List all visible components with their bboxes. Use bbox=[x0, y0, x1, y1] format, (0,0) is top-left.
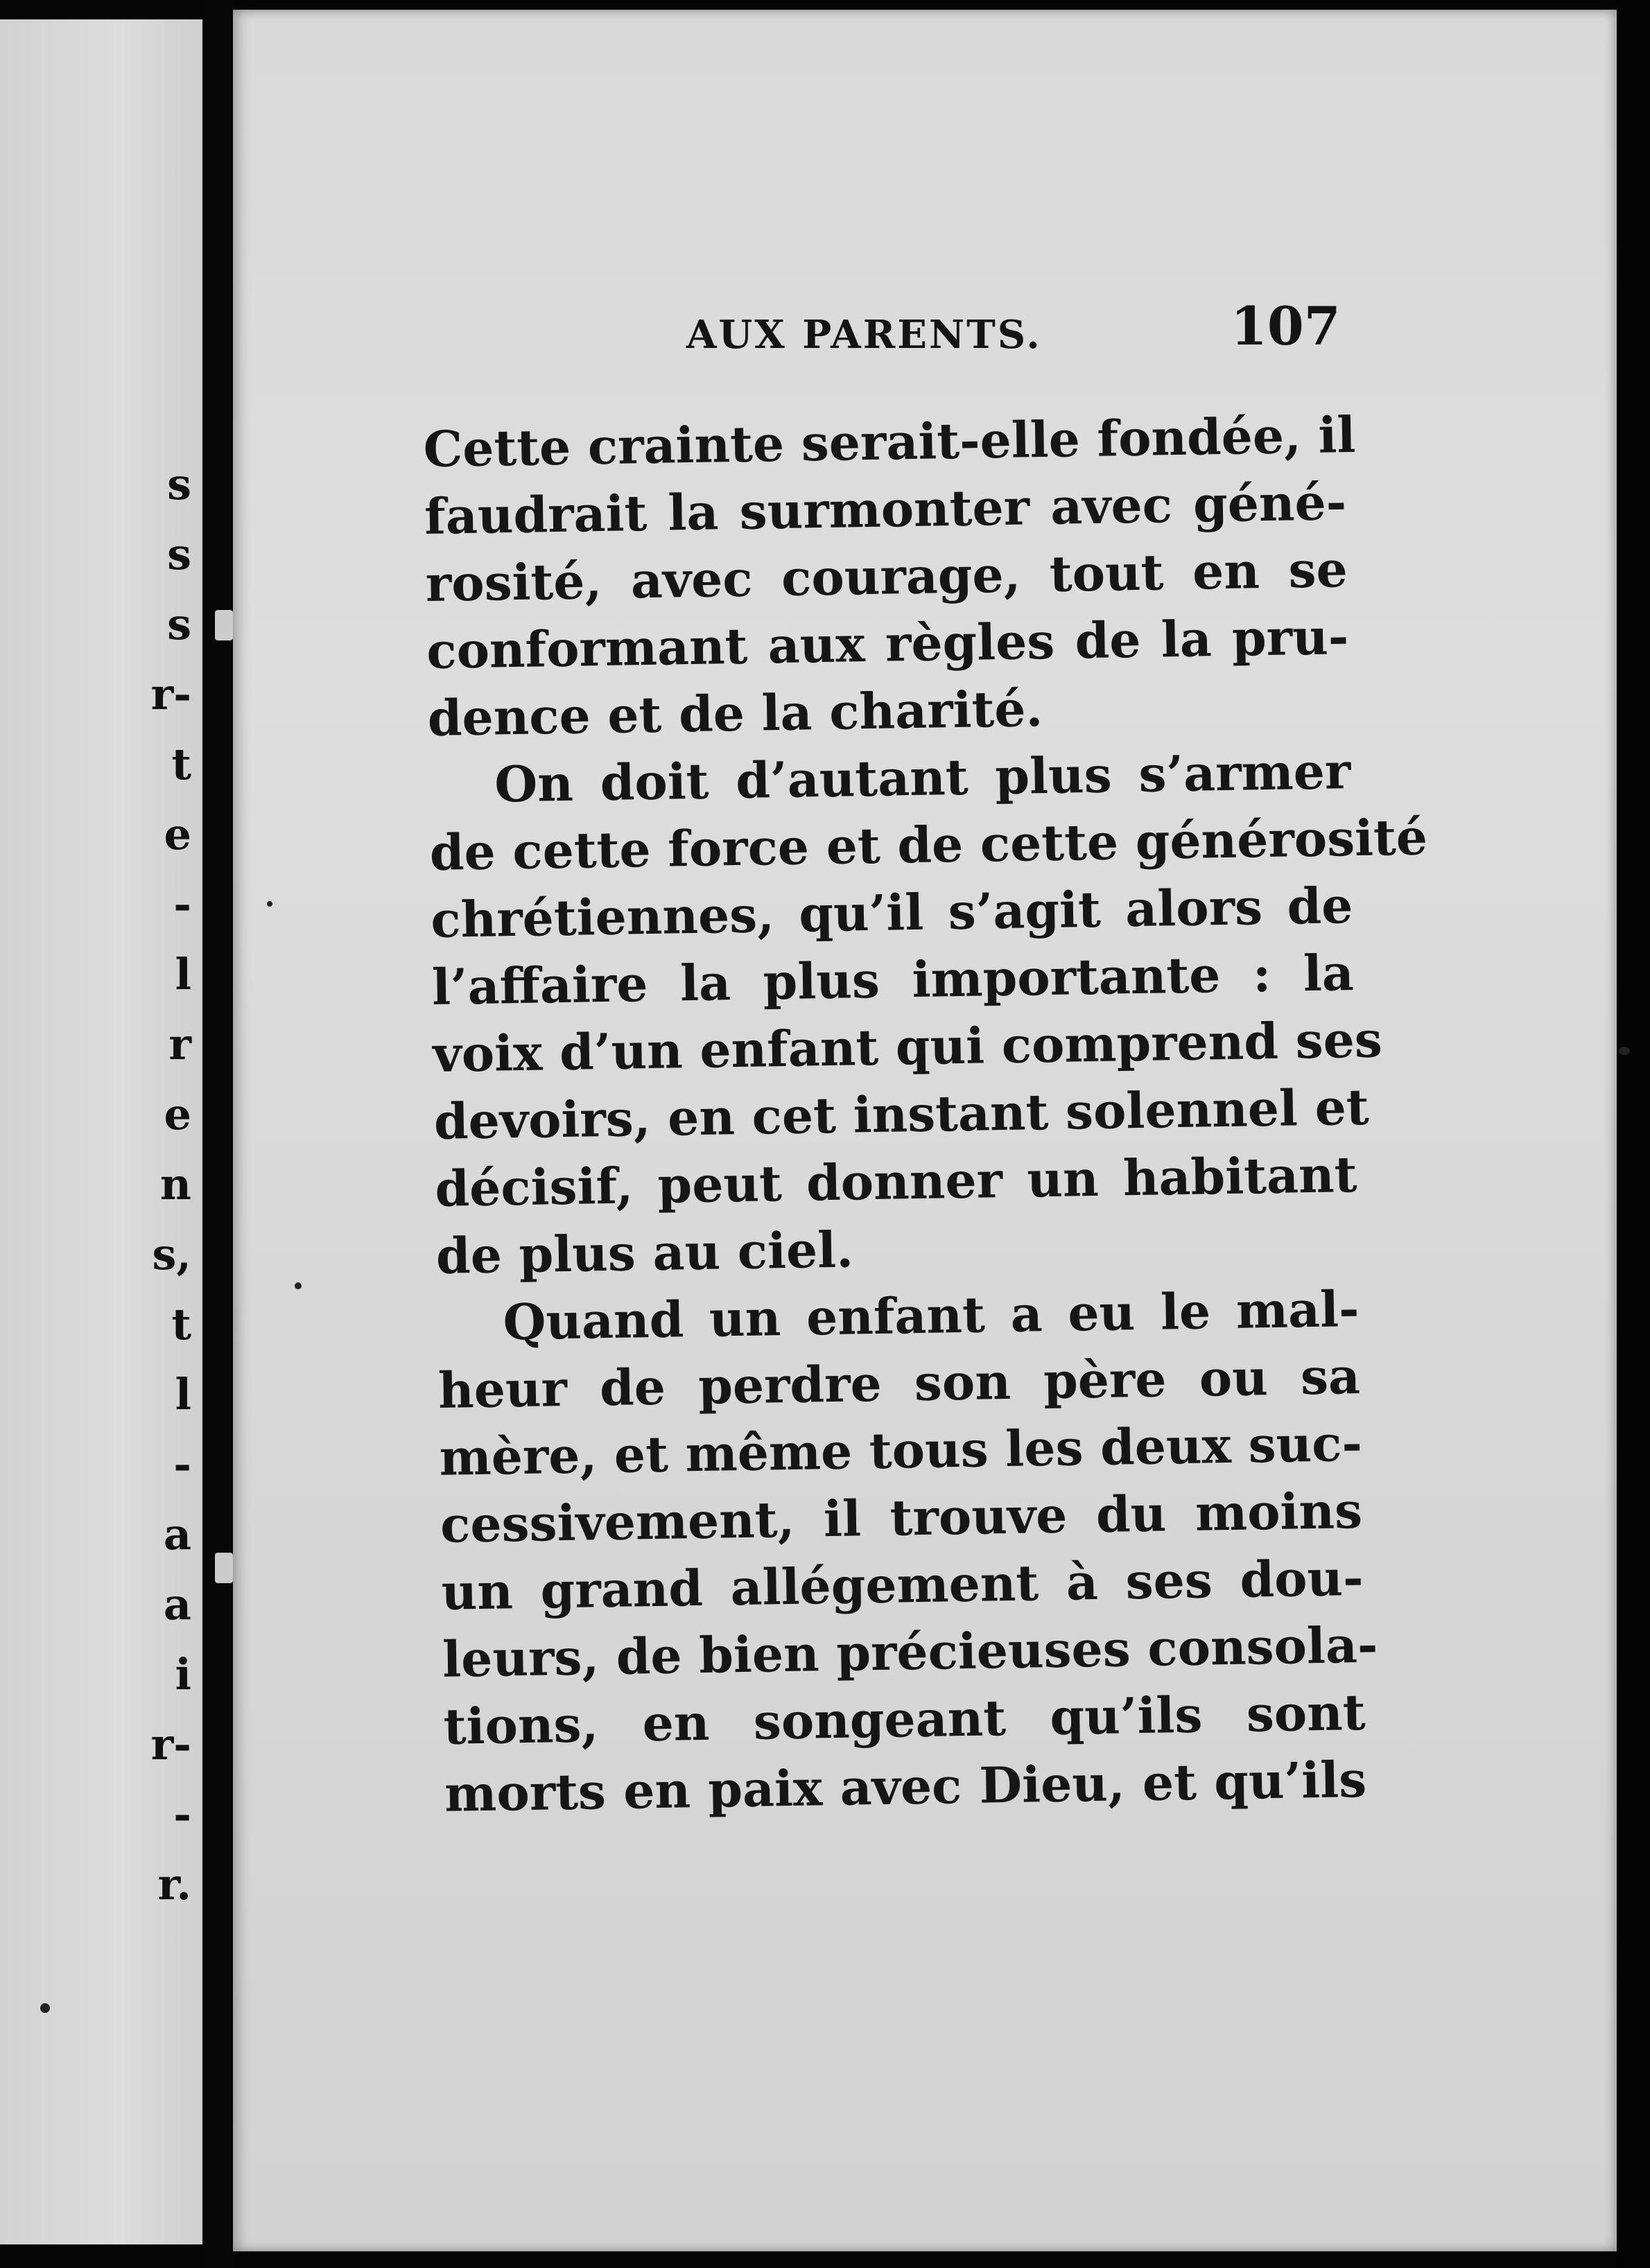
line-ending: s bbox=[167, 599, 191, 649]
text-line: Cette crainte serait-elle fondée, il bbox=[423, 405, 1357, 478]
gutter-notch bbox=[215, 1553, 233, 1583]
line-ending: s bbox=[167, 459, 191, 509]
text-line: morts en paix avec Dieu, et qu’ils bbox=[444, 1750, 1367, 1823]
text-line: mère, et même tous les deux suc- bbox=[438, 1413, 1363, 1487]
line-ending: l bbox=[175, 1369, 191, 1420]
page-header bbox=[458, 291, 1359, 367]
text-line: un grand allégement à ses dou- bbox=[440, 1548, 1364, 1621]
page-number: 107 bbox=[1231, 295, 1341, 357]
scan-speck bbox=[40, 2003, 50, 2013]
text-line: chrétiennes, qu’il s’agit alors de bbox=[430, 876, 1353, 949]
text-line: de cette force et de cette générosité bbox=[429, 808, 1428, 882]
left-page-line-endings bbox=[151, 449, 191, 1919]
line-ending: a bbox=[163, 1509, 191, 1560]
text-line: rosité, avec courage, tout en se bbox=[425, 540, 1348, 613]
paragraph bbox=[437, 1275, 1378, 1828]
scan-border-right bbox=[1617, 0, 1650, 2268]
scan-speck bbox=[1619, 1047, 1630, 1055]
text-line: de plus au ciel. bbox=[435, 1220, 854, 1285]
line-ending: r bbox=[168, 1019, 191, 1070]
text-line: Quand un enfant a eu le mal- bbox=[502, 1279, 1360, 1352]
line-ending: e bbox=[164, 809, 191, 860]
line-ending: n bbox=[159, 1159, 191, 1210]
line-ending: l bbox=[175, 949, 191, 1000]
text-line: cessivement, il trouve du moins bbox=[440, 1481, 1363, 1554]
text-line: leurs, de bien précieuses consola- bbox=[442, 1615, 1378, 1689]
line-ending: - bbox=[173, 1789, 191, 1840]
running-title: AUX PARENTS. bbox=[686, 312, 1042, 358]
text-line: tions, en songeant qu’ils sont bbox=[443, 1682, 1366, 1756]
line-ending: - bbox=[173, 879, 191, 930]
line-ending: r- bbox=[150, 1719, 191, 1770]
line-ending: r. bbox=[157, 1859, 191, 1910]
text-line: l’affaire la plus importante : la bbox=[431, 943, 1355, 1016]
text-line: décisif, peut donner un habitant bbox=[434, 1144, 1358, 1218]
book-gutter bbox=[202, 0, 234, 2268]
line-ending: i bbox=[175, 1649, 191, 1700]
line-ending: e bbox=[164, 1089, 191, 1140]
line-ending: s bbox=[167, 529, 191, 579]
scan-speck bbox=[295, 1282, 302, 1289]
gutter-notch bbox=[215, 610, 233, 640]
scan-speck bbox=[267, 901, 272, 907]
text-line: devoirs, en cet instant solennel et bbox=[433, 1077, 1370, 1151]
text-line: conformant aux règles de la pru- bbox=[426, 607, 1349, 680]
line-ending: t bbox=[171, 739, 191, 790]
text-line: dence et de la charité. bbox=[427, 679, 1043, 747]
text-line: heur de perdre son père ou sa bbox=[437, 1346, 1361, 1420]
line-ending: - bbox=[173, 1439, 191, 1490]
line-ending: t bbox=[171, 1299, 191, 1350]
paragraph bbox=[428, 738, 1428, 1290]
text-line: On doit d’autant plus s’armer bbox=[494, 742, 1351, 814]
line-ending: s, bbox=[152, 1229, 191, 1280]
body-text bbox=[423, 401, 1428, 1828]
paragraph bbox=[423, 401, 1357, 752]
line-ending: a bbox=[163, 1579, 191, 1630]
line-ending: r- bbox=[150, 669, 191, 719]
text-line: voix d’un enfant qui comprend ses bbox=[432, 1010, 1383, 1083]
text-line: faudrait la surmonter avec géné- bbox=[424, 473, 1347, 546]
left-page-fragment bbox=[0, 19, 202, 2244]
